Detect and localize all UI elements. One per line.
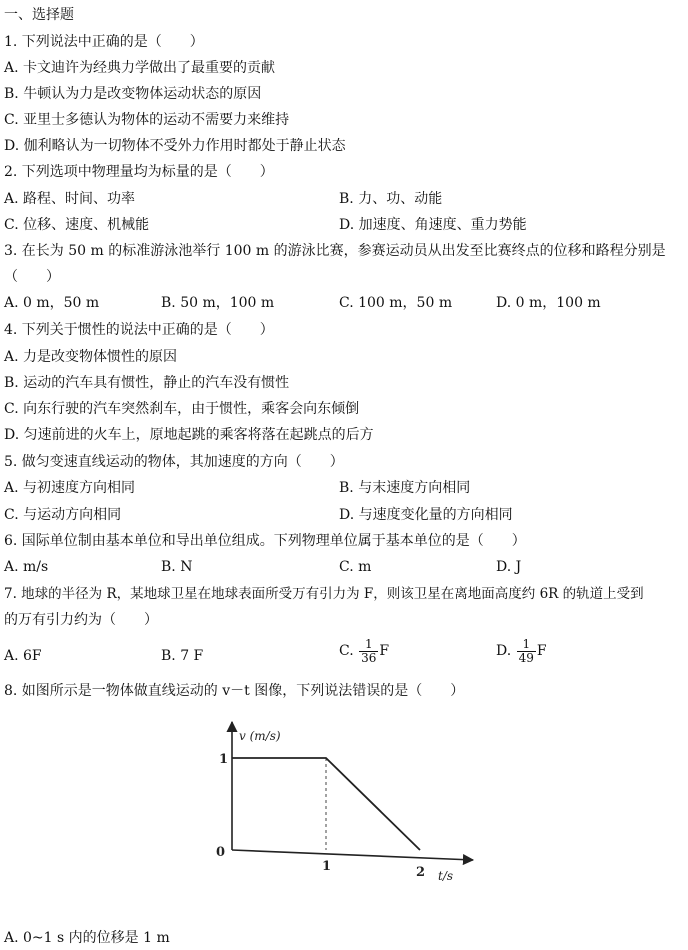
q5-option-d[interactable]: D. 与速度变化量的方向相同 bbox=[339, 507, 513, 523]
q4-option-c[interactable]: C. 向东行驶的汽车突然刹车，由于惯性，乘客会向东倾倒 bbox=[4, 401, 360, 417]
x-tick-label-1: 1 bbox=[322, 859, 332, 874]
q2-option-a[interactable]: A. 路程、时间、功率 bbox=[4, 191, 136, 207]
q4-option-a[interactable]: A. 力是改变物体惯性的原因 bbox=[4, 349, 178, 365]
q6-stem: 6. 国际单位制由基本单位和导出单位组成。下列物理单位属于基本单位的是（ ） bbox=[4, 533, 526, 549]
q7-option-a[interactable]: A. 6F bbox=[4, 648, 42, 664]
q7-option-d-fraction: $\frac{1}{49}$ bbox=[518, 636, 534, 665]
q4-stem: 4. 下列关于惯性的说法中正确的是（ ） bbox=[4, 322, 274, 338]
q1-option-d[interactable]: D. 伽利略认为一切物体不受外力作用时都处于静止状态 bbox=[4, 138, 346, 154]
q7-stem: 7. 地球的半径为 R，某地球卫星在地球表面所受万有引力为 F，则该卫星在离地面高度约 6R 的轨道上受到 bbox=[4, 586, 644, 602]
q5-stem: 5. 做匀变速直线运动的物体，其加速度的方向（ ） bbox=[4, 454, 344, 470]
vt-graph bbox=[205, 712, 480, 892]
q5-option-b[interactable]: B. 与末速度方向相同 bbox=[339, 480, 471, 496]
q6-option-b[interactable]: B. N bbox=[161, 559, 193, 575]
q7-option-d[interactable] bbox=[496, 634, 547, 668]
q2-stem: 2. 下列选项中物理量均为标量的是（ ） bbox=[4, 164, 274, 180]
q3-option-a[interactable]: A. 0 m，50 m bbox=[4, 295, 100, 311]
q6-option-c[interactable]: C. m bbox=[339, 559, 372, 575]
q3-stem-cont: （ ） bbox=[4, 269, 60, 285]
q7-option-d-unit: F bbox=[536, 643, 547, 659]
q4-option-d[interactable]: D. 匀速前进的火车上，原地起跳的乘客将落在起跳点的后方 bbox=[4, 427, 374, 443]
x-tick-label-2: 2 bbox=[416, 865, 426, 880]
q1-option-b[interactable]: B. 牛顿认为力是改变物体运动状态的原因 bbox=[4, 86, 262, 102]
x-axis-label: t/s bbox=[438, 869, 454, 883]
y-tick-label-1: 1 bbox=[219, 752, 229, 767]
q8-option-a[interactable]: A. 0~1 s 内的位移是 1 m bbox=[4, 930, 170, 946]
q7-option-b[interactable]: B. 7 F bbox=[161, 648, 204, 664]
q3-option-b[interactable]: B. 50 m，100 m bbox=[161, 295, 275, 311]
origin-label: 0 bbox=[216, 845, 226, 860]
y-axis-label: v (m/s) bbox=[239, 729, 281, 743]
q2-option-d[interactable]: D. 加速度、角速度、重力势能 bbox=[339, 217, 527, 233]
q2-option-c[interactable]: C. 位移、速度、机械能 bbox=[4, 217, 150, 233]
q7-option-c-unit: F bbox=[379, 643, 390, 659]
q1-option-a[interactable]: A. 卡文迪许为经典力学做出了最重要的贡献 bbox=[4, 60, 276, 76]
q3-stem: 3. 在长为 50 m 的标准游泳池举行 100 m 的游泳比赛，参赛运动员从出发至比赛终点的位移和路程分别是 bbox=[4, 243, 666, 259]
q7-stem-cont: 的万有引力约为（ ） bbox=[4, 612, 158, 628]
q5-option-c[interactable]: C. 与运动方向相同 bbox=[4, 507, 122, 523]
q1-option-c[interactable]: C. 亚里士多德认为物体的运动不需要力来维持 bbox=[4, 112, 290, 128]
q1-stem: 1. 下列说法中正确的是（ ） bbox=[4, 34, 204, 50]
q7-option-d-label: D. bbox=[496, 643, 512, 659]
q7-option-c[interactable] bbox=[339, 634, 389, 668]
q7-option-c-label: C. bbox=[339, 643, 354, 659]
q6-option-d[interactable]: D. J bbox=[496, 559, 522, 575]
q2-option-b[interactable]: B. 力、功、动能 bbox=[339, 191, 443, 207]
q5-option-a[interactable]: A. 与初速度方向相同 bbox=[4, 480, 136, 496]
q7-option-c-fraction: $\frac{1}{36}$ bbox=[361, 636, 377, 665]
x-axis bbox=[232, 850, 473, 860]
q8-stem: 8. 如图所示是一物体做直线运动的 v－t 图像，下列说法错误的是（ ） bbox=[4, 683, 465, 699]
q6-option-a[interactable]: A. m/s bbox=[4, 559, 49, 575]
section-title: 一、选择题 bbox=[4, 7, 74, 23]
q3-option-d[interactable]: D. 0 m，100 m bbox=[496, 295, 601, 311]
q3-option-c[interactable]: C. 100 m，50 m bbox=[339, 295, 453, 311]
q4-option-b[interactable]: B. 运动的汽车具有惯性，静止的汽车没有惯性 bbox=[4, 375, 290, 391]
